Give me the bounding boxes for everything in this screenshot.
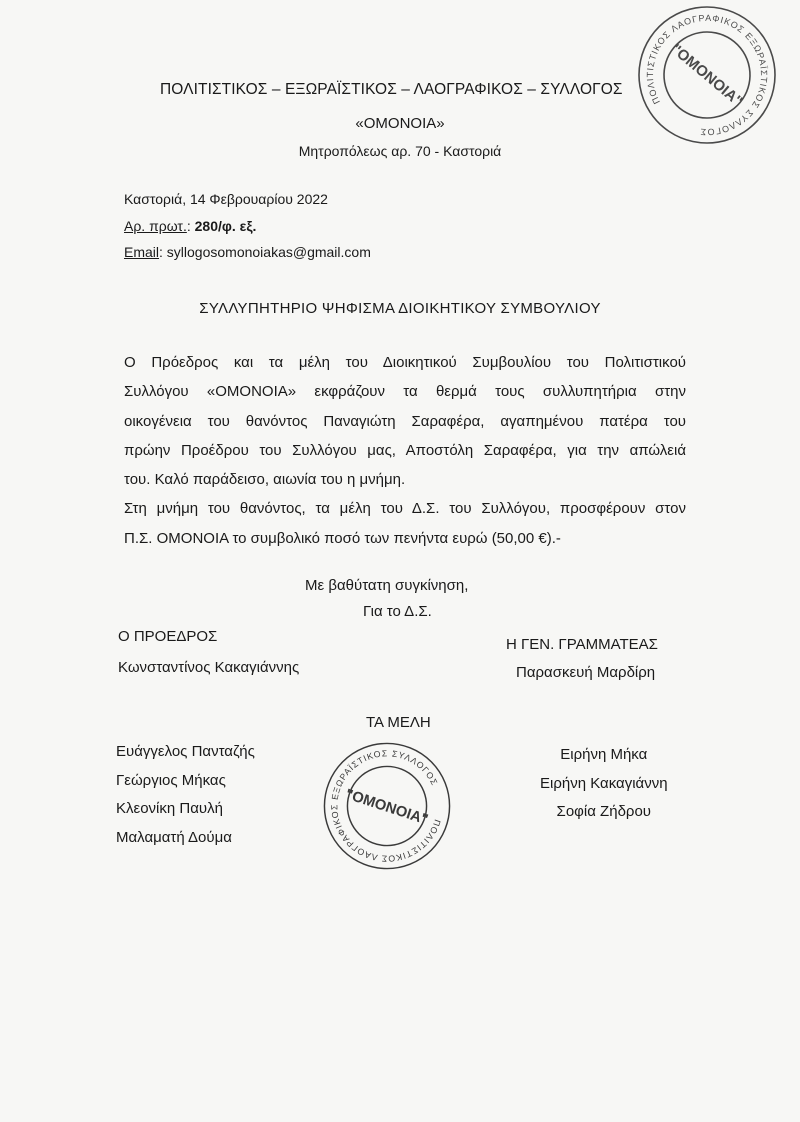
body-line: Ο Πρόεδρος και τα μέλη του Διοικητικού Συμβουλίου του Πολιτιστικού bbox=[124, 354, 686, 371]
member-name: Σοφία Ζήδρου bbox=[556, 803, 651, 820]
association-stamp-top bbox=[632, 0, 782, 150]
body-text bbox=[124, 348, 686, 553]
body-line: Στη μνήμη του θανόντος, τα μέλη του Δ.Σ. του Συλλόγου, προσφέρουν στον bbox=[124, 500, 686, 518]
member-name: Γεώργιος Μήκας bbox=[116, 771, 226, 789]
stamp-ring-textpath: ΠΟΛΙΤΙΣΤΙΚΟΣ ΛΑΟΓΡΑΦΙΚΟΣ ΕΞΩΡΑΪΣΤΙΚΟΣ ΣΥΛΛΟΓΟΣ bbox=[329, 748, 443, 864]
org-name: «ΟΜΟΝΟΙΑ» bbox=[355, 115, 445, 132]
org-address: Μητροπόλεως αρ. 70 - Καστοριά bbox=[298, 143, 502, 159]
org-header-line: ΠΟΛΙΤΙΣΤΙΚΟΣ – ΕΞΩΡΑΪΣΤΙΚΟΣ – ΛΑΟΓΡΑΦΙΚΟΣ – ΣΥΛΛΟΓΟΣ bbox=[160, 81, 623, 98]
member-name: Ειρήνη Μήκα bbox=[560, 746, 648, 763]
members-right-list bbox=[540, 746, 668, 832]
email-value: syllogosomonoiakas@gmail.com bbox=[166, 244, 371, 260]
president-name: Κωνσταντίνος Κακαγιάννης bbox=[118, 659, 300, 676]
body-line: του. Καλό παράδεισο, αιωνία του η μνήμη. bbox=[124, 471, 406, 489]
email-separator: : bbox=[159, 244, 167, 260]
protocol-number bbox=[124, 218, 256, 234]
closing-line: Με βαθύτατη συγκίνηση, bbox=[305, 577, 469, 594]
document-date: Καστοριά, 14 Φεβρουαρίου 2022 bbox=[124, 191, 328, 207]
email-label: Email bbox=[124, 244, 160, 260]
email-line bbox=[124, 244, 371, 260]
body-line: Π.Σ. ΟΜΟΝΟΙΑ το συμβολικό ποσό των πενήντα ευρώ (50,00 €).- bbox=[124, 529, 561, 547]
member-name: Ευάγγελος Πανταζής bbox=[116, 743, 255, 760]
member-name: Μαλαματή Δούμα bbox=[116, 828, 232, 846]
stamp-ring-textpath: ΠΟΛΙΤΙΣΤΙΚΟΣ ΛΑΟΓΡΑΦΙΚΟΣ ΕΞΩΡΑΪΣΤΙΚΟΣ ΣΥΛΛΟΓΟΣ bbox=[644, 12, 770, 138]
document-title: ΣΥΛΛΥΠΗΤΗΡΙΟ ΨΗΦΙΣΜΑ ΔΙΟΙΚΗΤΙΚΟΥ ΣΥΜΒΟΥΛΙΟΥ bbox=[199, 300, 601, 317]
secretary-role: Η ΓΕΝ. ΓΡΑΜΜΑΤΕΑΣ bbox=[506, 636, 658, 653]
stamp-inner-text: "ΟΜΟΝΟΙΑ" bbox=[343, 786, 430, 829]
member-name: Κλεονίκη Παυλή bbox=[116, 800, 223, 817]
members-left-list bbox=[116, 743, 255, 857]
president-role: Ο ΠΡΟΕΔΡΟΣ bbox=[118, 628, 218, 645]
body-line: οικογένεια του θανόντος Παναγιώτη Σαραφέρα, αγαπημένου πατέρα του bbox=[124, 412, 686, 430]
protocol-label: Αρ. πρωτ. bbox=[124, 218, 187, 234]
secretary-name: Παρασκευή Μαρδίρη bbox=[516, 664, 656, 681]
closing-board: Για το Δ.Σ. bbox=[363, 603, 432, 620]
body-line: Συλλόγου «ΟΜΟΝΟΙΑ» εκφράζουν τα θερμά τους συλλυπητήρια στην bbox=[124, 383, 686, 401]
body-line: πρώην Προέδρου του Συλλόγου μας, Αποστόλη Σαραφέρα, για την απώλειά bbox=[124, 441, 686, 459]
stamp-inner-text: "ΟΜΟΝΟΙΑ" bbox=[667, 40, 746, 111]
protocol-value: 280/φ. εξ. bbox=[194, 218, 257, 234]
association-stamp-bottom bbox=[318, 737, 456, 875]
members-title: ΤΑ ΜΕΛΗ bbox=[366, 714, 431, 731]
protocol-separator: : bbox=[186, 218, 195, 234]
member-name: Ειρήνη Κακαγιάννη bbox=[540, 774, 668, 792]
